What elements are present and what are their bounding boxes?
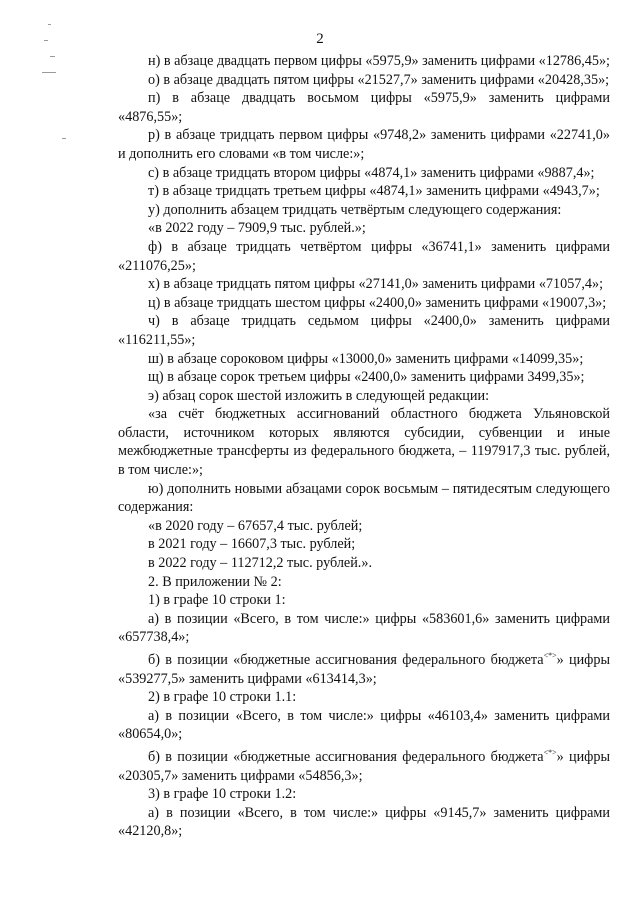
item-1-a: а) в позиции «Всего, в том числе:» цифры «583601,6» заменить цифрами «657738,4»; bbox=[118, 610, 610, 646]
item-1-b-tail: » цифры «539277,5» заменить цифрами «613414,3»; bbox=[118, 652, 610, 687]
footnote-mark: <*> bbox=[543, 747, 557, 757]
paragraph-shch: щ) в абзаце сорок третьем цифры «2400,0» заменить цифрами 3499,35»; bbox=[148, 369, 585, 386]
paragraph-o: о) в абзаце двадцать пятом цифры «21527,7» заменить цифрами «20428,35»; bbox=[148, 71, 610, 88]
paragraph-year-2022: в 2022 году – 112712,2 тыс. рублей.». bbox=[148, 555, 372, 572]
item-1-b-text: б) в позиции «бюджетные ассигнования федерального бюджета bbox=[148, 652, 544, 668]
paragraph-e: э) абзац сорок шестой изложить в следующей редакции: bbox=[148, 387, 490, 404]
paragraph-e-text: «за счёт бюджетных ассигнований областного бюджета Ульяновской области, источником которых являются субсидии, субвенции и иные межбюджетные трансферты из федерального бюджета, – 1197917,3 тыс. рублей, в том числе:»; bbox=[118, 406, 610, 479]
paragraph-kh: х) в абзаце тридцать пятом цифры «27141,0» заменить цифрами «71057,4»; bbox=[148, 276, 604, 293]
item-2-a: а) в позиции «Всего, в том числе:» цифры «46103,4» заменить цифрами «80654,0»; bbox=[118, 707, 610, 743]
footnote-mark: <*> bbox=[543, 651, 557, 660]
item-2-b-text: б) в позиции «бюджетные ассигнования федерального бюджета bbox=[148, 748, 544, 765]
document-body bbox=[118, 52, 610, 841]
paragraph-u: у) дополнить абзацем тридцать четвёртым следующего содержания: bbox=[148, 201, 562, 218]
paragraph-ts: ц) в абзаце тридцать шестом цифры «2400,0» заменить цифрами «19007,3»; bbox=[148, 294, 607, 311]
paragraph-year-2021: в 2021 году – 16607,3 тыс. рублей; bbox=[148, 536, 356, 553]
page-number: 2 bbox=[316, 31, 324, 47]
paragraph-yu: ю) дополнить новыми абзацами сорок восьмым – пятидесятым следующего содержания: bbox=[118, 480, 610, 516]
item-2-b-tail: » цифры «20305,7» заменить цифрами «54856,3»; bbox=[118, 748, 610, 784]
item-3-a: а) в позиции «Всего, в том числе:» цифры «9145,7» заменить цифрами «42120,8»; bbox=[118, 804, 610, 840]
item-1-b bbox=[118, 647, 610, 688]
paragraph-sh: ш) в абзаце сороковом цифры «13000,0» заменить цифрами «14099,35»; bbox=[148, 350, 584, 367]
item-1-heading: 1) в графе 10 строки 1: bbox=[148, 592, 286, 609]
paragraph-u-text: «в 2022 году – 7909,9 тыс. рублей.»; bbox=[148, 220, 366, 237]
paragraph-t: т) в абзаце тридцать третьем цифры «4874,1» заменить цифрами «4943,7»; bbox=[148, 183, 600, 200]
item-2-heading: 2) в графе 10 строки 1.1: bbox=[148, 689, 297, 706]
paragraph-p: п) в абзаце двадцать восьмом цифры «5975,9» заменить цифрами «4876,55»; bbox=[118, 90, 610, 125]
section-heading-appendix-2: 2. В приложении № 2: bbox=[148, 573, 282, 590]
paragraph-s: с) в абзаце тридцать втором цифры «4874,1» заменить цифрами «9887,4»; bbox=[148, 164, 595, 181]
item-3-heading: 3) в графе 10 строки 1.2: bbox=[148, 786, 297, 803]
paragraph-ch: ч) в абзаце тридцать седьмом цифры «2400,0» заменить цифрами «116211,55»; bbox=[118, 313, 610, 348]
paragraph-r: р) в абзаце тридцать первом цифры «9748,2» заменить цифрами «22741,0» и дополнить его словами «в том числе:»; bbox=[118, 127, 610, 162]
paragraph-n: н) в абзаце двадцать первом цифры «5975,9» заменить цифрами «12786,45»; bbox=[148, 53, 610, 69]
paragraph-year-2020: «в 2020 году – 67657,4 тыс. рублей; bbox=[148, 517, 363, 534]
item-2-b bbox=[118, 744, 610, 785]
paragraph-f: ф) в абзаце тридцать четвёртом цифры «36741,1» заменить цифрами «211076,25»; bbox=[118, 238, 610, 274]
